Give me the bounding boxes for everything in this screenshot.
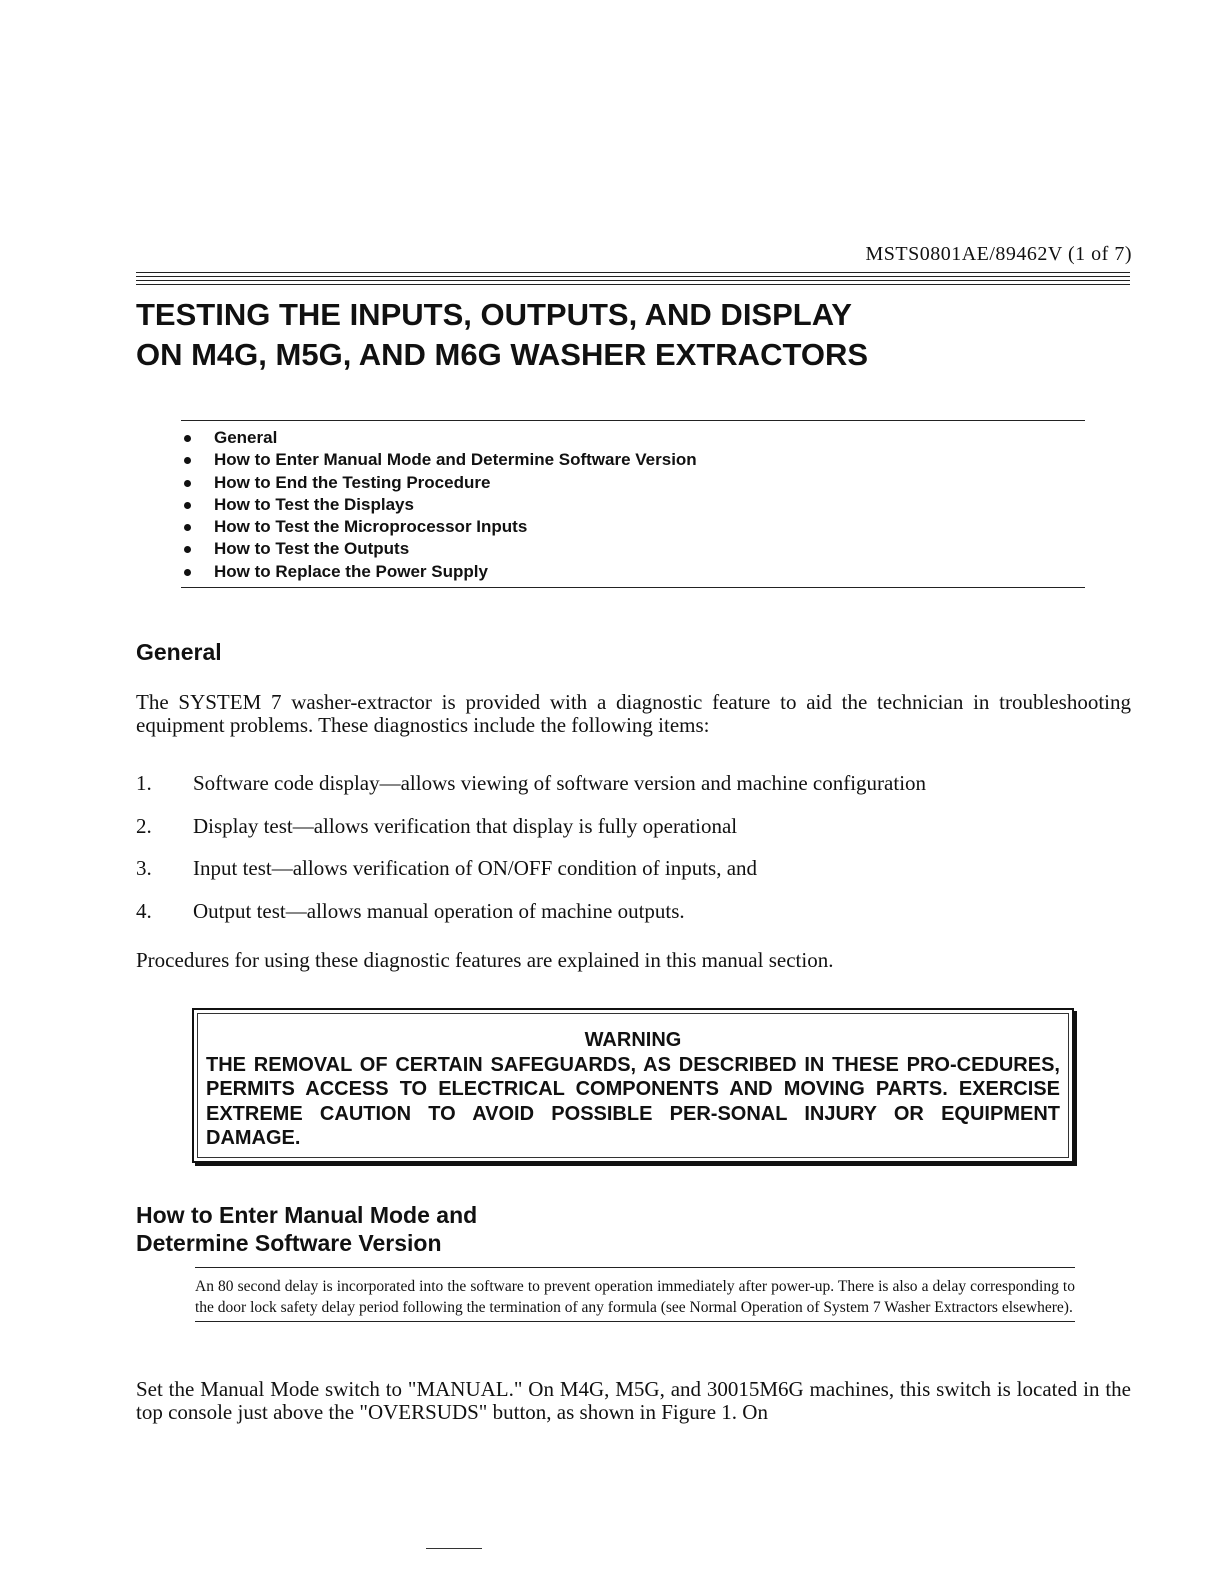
- page-title-line-1: TESTING THE INPUTS, OUTPUTS, AND DISPLAY: [136, 297, 852, 332]
- toc-item[interactable]: General: [181, 427, 1085, 449]
- toc-item[interactable]: How to Test the Displays: [181, 494, 1085, 516]
- footer-rule: [426, 1548, 482, 1549]
- header-rule-bottom: [136, 280, 1130, 285]
- manual-mode-paragraph: Set the Manual Mode switch to "MANUAL." On M4G, M5G, and 30015M6G machines, this switch is located in the top console just above the "OVERSUDS" button, as shown in Figure 1. On: [136, 1377, 1131, 1424]
- list-item: [136, 813, 1131, 856]
- diagnostics-list: [136, 770, 1131, 940]
- warning-text: THE REMOVAL OF CERTAIN SAFEGUARDS, AS DESCRIBED IN THESE PRO-CEDURES, PERMITS ACCESS TO ELECTRICAL COMPONENTS AND MOVING PARTS. EXERCISE EXTREME CAUTION TO AVOID POSSIBLE PER-SONAL INJURY OR EQUIPMENT DAMAGE.: [206, 1053, 1060, 1149]
- table-of-contents: [181, 420, 1085, 588]
- list-item-number: 1.: [136, 771, 152, 795]
- note-box: An 80 second delay is incorporated into the software to prevent operation immediately after power-up. There is also a delay corresponding to the door lock safety delay period following the termination of any formula (see Normal Operation of System 7 Washer Extractors elsewhere).: [195, 1267, 1075, 1322]
- warning-title: WARNING: [584, 1029, 682, 1051]
- section-heading-manual-mode: [136, 1201, 477, 1257]
- page-title-line-2: ON M4G, M5G, AND M6G WASHER EXTRACTORS: [136, 337, 869, 372]
- list-item-text: Input test—allows verification of ON/OFF condition of inputs, and: [193, 856, 758, 880]
- list-item-number: 3.: [136, 856, 152, 880]
- toc-item[interactable]: How to Enter Manual Mode and Determine Software Version: [181, 449, 1085, 471]
- warning-box-inner: [197, 1013, 1069, 1158]
- general-closing-paragraph: Procedures for using these diagnostic features are explained in this manual section.: [136, 948, 834, 972]
- toc-item[interactable]: How to Test the Microprocessor Inputs: [181, 516, 1085, 538]
- list-item-number: 2.: [136, 813, 152, 838]
- page-title: [136, 295, 868, 375]
- toc-item[interactable]: How to End the Testing Procedure: [181, 472, 1085, 494]
- warning-box: [192, 1008, 1074, 1163]
- header-rule-top: [136, 272, 1130, 277]
- section-heading-line-2: Determine Software Version: [136, 1230, 442, 1256]
- toc-item[interactable]: How to Test the Outputs: [181, 538, 1085, 560]
- list-item-text: Output test—allows manual operation of machine outputs.: [193, 898, 685, 923]
- list-item-text: Display test—allows verification that display is fully operational: [193, 813, 738, 838]
- general-intro-paragraph: The SYSTEM 7 washer-extractor is provided with a diagnostic feature to aid the technician in troubleshooting equipment problems. These diagnostics include the following items:: [136, 690, 1131, 737]
- list-item-number: 4.: [136, 898, 152, 923]
- list-item: [136, 770, 1131, 813]
- document-id: MSTS0801AE/89462V (1 of 7): [865, 243, 1132, 265]
- section-heading-general: General: [136, 639, 222, 665]
- list-item: [136, 855, 1131, 898]
- list-item-text: Software code display—allows viewing of software version and machine configuration: [193, 771, 927, 795]
- list-item: [136, 898, 1131, 941]
- section-heading-line-1: How to Enter Manual Mode and: [136, 1202, 478, 1228]
- toc-item[interactable]: How to Replace the Power Supply: [181, 561, 1085, 583]
